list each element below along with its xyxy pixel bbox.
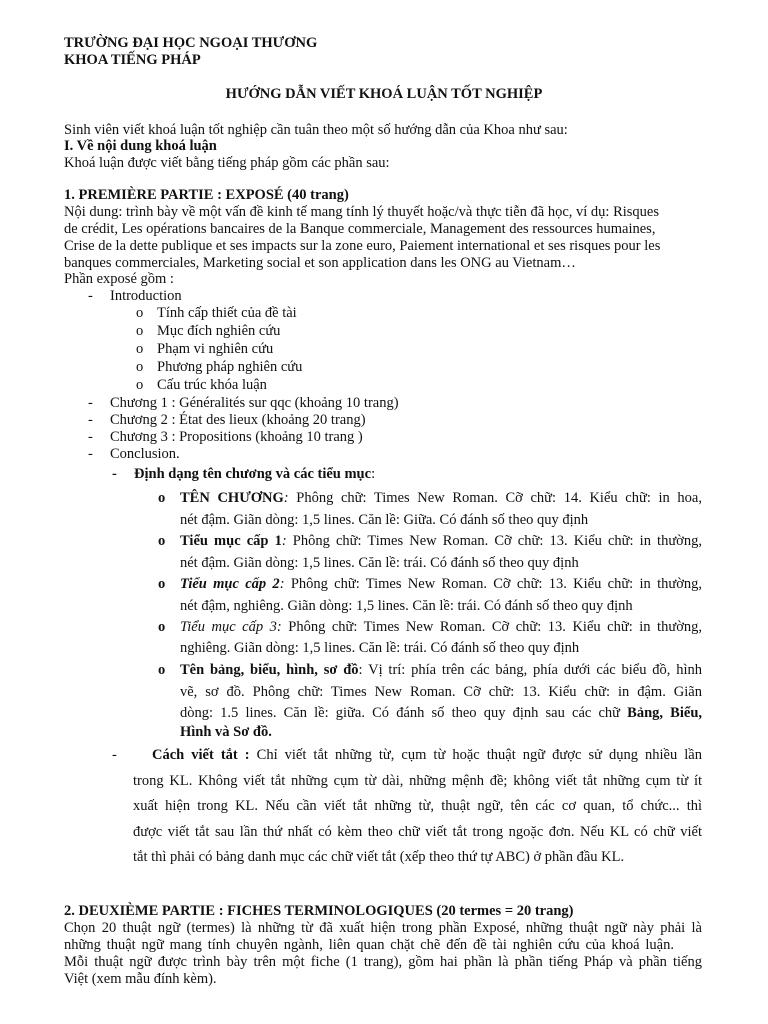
format-item-3-line2: nét đậm, nghiêng. Giãn dòng: 1,5 lines. Căn lề: trái. Có đánh số theo quy định (180, 598, 633, 614)
dash-bullet: - (88, 288, 93, 304)
format-item-4-line2: nghiêng. Giãn dòng: 1,5 lines. Căn lề: trái. Có đánh số theo quy định (180, 640, 580, 656)
format-item-5-line4: Hình và Sơ đồ. (180, 724, 272, 740)
intro-subitem: Tính cấp thiết của đề tài (157, 305, 297, 321)
intro-subitem: Phạm vi nghiên cứu (157, 341, 274, 357)
format-term-colon: : (281, 533, 287, 549)
circle-bullet: o (158, 576, 166, 592)
abbrev-desc: Chỉ viết tắt những từ, cụm từ hoặc thuật ngữ được sử dụng nhiều lần (249, 747, 702, 763)
circle-bullet: o (158, 662, 166, 678)
format-term-colon: : (276, 619, 282, 635)
format-term: Tiểu mục cấp 1 (180, 533, 282, 549)
abbrev-line: trong KL. Không viết tắt những cụm từ dài, những mệnh đề; không viết tắt những cụm từ ít (133, 773, 702, 789)
circle-bullet: o (136, 341, 144, 357)
dash-bullet: - (88, 412, 93, 428)
abbrev-line-1 (152, 747, 702, 764)
format-item-5-line2: vẽ, sơ đồ. Phông chữ: Times New Roman. Cỡ chữ: 13. Kiểu chữ: in đậm. Giãn (180, 684, 702, 700)
format-desc: Vị trí: phía trên các bảng, phía dưới các biểu đồ, hình (362, 662, 702, 678)
format-term: TÊN CHƯƠNG (180, 490, 284, 506)
part-2-line: Mỗi thuật ngữ được trình bày trên một fiche (1 trang), gồm hai phần là phần tiếng Pháp và phần tiếng (64, 954, 702, 970)
circle-bullet: o (136, 323, 144, 339)
format-term: Bảng, Biểu, (627, 705, 703, 721)
part-2-heading: 2. DEUXIÈME PARTIE : FICHES TERMINOLOGIQUES (20 termes = 20 trang) (64, 903, 574, 919)
dash-bullet: - (112, 747, 117, 763)
format-desc: Phông chữ: Times New Roman. Cỡ chữ: 13. Kiểu chữ: in thường, (281, 619, 702, 635)
part-2-line: Chọn 20 thuật ngữ (termes) là những từ đã xuất hiện trong phần Exposé, những thuật ngữ này phải là (64, 920, 702, 936)
format-term-colon: : (279, 576, 285, 592)
dash-bullet: - (88, 446, 93, 462)
format-term: Tên bảng, biểu, hình, sơ đồ (180, 662, 359, 678)
format-item-5-line1 (180, 662, 702, 679)
circle-bullet: o (158, 533, 166, 549)
format-item-4-line1 (180, 619, 702, 636)
part-2-line: Việt (xem mẫu đính kèm). (64, 971, 217, 987)
format-desc: Phông chữ: Times New Roman. Cỡ chữ: 13. Kiểu chữ: in thường, (284, 576, 702, 592)
circle-bullet: o (136, 377, 144, 393)
dash-bullet: - (112, 466, 117, 482)
section-1-heading: I. Về nội dung khoá luận (64, 138, 217, 154)
circle-bullet: o (136, 359, 144, 375)
chapter-item: Chương 2 : État des lieux (khoảng 20 trang) (110, 412, 366, 428)
abbrev-term: Cách viết tắt : (152, 747, 250, 763)
document-title: HƯỚNG DẪN VIẾT KHOÁ LUẬN TỐT NGHIỆP (225, 86, 543, 102)
format-item-2-line1 (180, 533, 702, 550)
format-term: Tiểu mục cấp 3 (180, 619, 277, 635)
format-term-colon: : (358, 662, 363, 678)
circle-bullet: o (158, 619, 166, 635)
intro-subitem: Phương pháp nghiên cứu (157, 359, 303, 375)
format-desc: Phông chữ: Times New Roman. Cỡ chữ: 13. Kiểu chữ: in thường, (286, 533, 702, 549)
format-desc: dòng: 1.5 lines. Căn lề: giữa. Có đánh số theo quy định sau các chữ (180, 705, 628, 721)
abbrev-line: tắt thì phải có bảng danh mục các chữ viết tắt (xếp theo thứ tự ABC) ở phần đầu KL. (133, 849, 625, 865)
format-item-5-line3 (180, 705, 702, 722)
part-1-content-line: Crise de la dette publique et ses impacts sur la zone euro, Paiement international et ses risques pour les (64, 238, 661, 254)
abbrev-line: được viết tắt sau lần thứ nhất có kèm theo chữ viết tắt trong ngoặc đơn. Nếu KL có chữ viết (133, 824, 702, 840)
introduction-item: Introduction (110, 288, 182, 304)
circle-bullet: o (158, 490, 166, 506)
expose-label: Phần exposé gồm : (64, 271, 174, 287)
format-heading (134, 466, 375, 483)
intro-text: Sinh viên viết khoá luận tốt nghiệp cần tuân theo một số hướng dẫn của Khoa như sau: (64, 122, 568, 138)
intro-subitem: Mục đích nghiên cứu (157, 323, 281, 339)
format-desc: Phông chữ: Times New Roman. Cỡ chữ: 14. Kiểu chữ: in hoa, (288, 490, 702, 506)
part-1-content-line: Nội dung: trình bày về một vấn đề kinh tế mang tính lý thuyết hoặc/và thực tiễn đã học, ví dụ: Risques (64, 204, 660, 220)
chapter-item: Chương 3 : Propositions (khoảng 10 trang ) (110, 429, 363, 445)
conclusion-item: Conclusion. (110, 446, 180, 462)
dash-bullet: - (88, 395, 93, 411)
abbrev-line: xuất hiện trong KL. Nếu cần viết tắt những từ, thuật ngữ, tên các cơ quan, tổ chức... thì (133, 798, 702, 814)
dash-bullet: - (88, 429, 93, 445)
part-2-line: những thuật ngữ mang tính chuyên ngành, liên quan chặt chẽ đến đề tài nghiên cứu của khoá luận. (64, 937, 674, 953)
format-item-3-line1 (180, 576, 702, 593)
intro-subitem: Cấu trúc khóa luận (157, 377, 267, 393)
format-term: Tiểu mục cấp 2 (180, 576, 280, 592)
faculty-name: KHOA TIẾNG PHÁP (64, 52, 201, 68)
format-item-1-line1 (180, 490, 702, 507)
part-1-content-line: de crédit, Les opérations bancaires de la Banque commerciale, Management des ressources humaines, (64, 221, 656, 237)
part-1-heading: 1. PREMIÈRE PARTIE : EXPOSÉ (40 trang) (64, 187, 349, 203)
circle-bullet: o (136, 305, 144, 321)
format-item-2-line2: nét đậm. Giãn dòng: 1,5 lines. Căn lề: trái. Có đánh số theo quy định (180, 555, 579, 571)
format-heading-text: Định dạng tên chương và các tiểu mục (134, 466, 372, 482)
chapter-item: Chương 1 : Généralités sur qqc (khoảng 10 trang) (110, 395, 399, 411)
school-name: TRƯỜNG ĐẠI HỌC NGOẠI THƯƠNG (64, 35, 318, 51)
section-1-lead: Khoá luận được viết bằng tiếng pháp gồm các phần sau: (64, 155, 390, 171)
format-item-1-line2: nét đậm. Giãn dòng: 1,5 lines. Căn lề: Giữa. Có đánh số theo quy định (180, 512, 589, 528)
part-1-content-line: banques commerciales, Marketing social et son application dans les ONG au Vietnam… (64, 255, 576, 271)
format-heading-colon: : (371, 466, 376, 482)
format-term-colon: : (283, 490, 289, 506)
